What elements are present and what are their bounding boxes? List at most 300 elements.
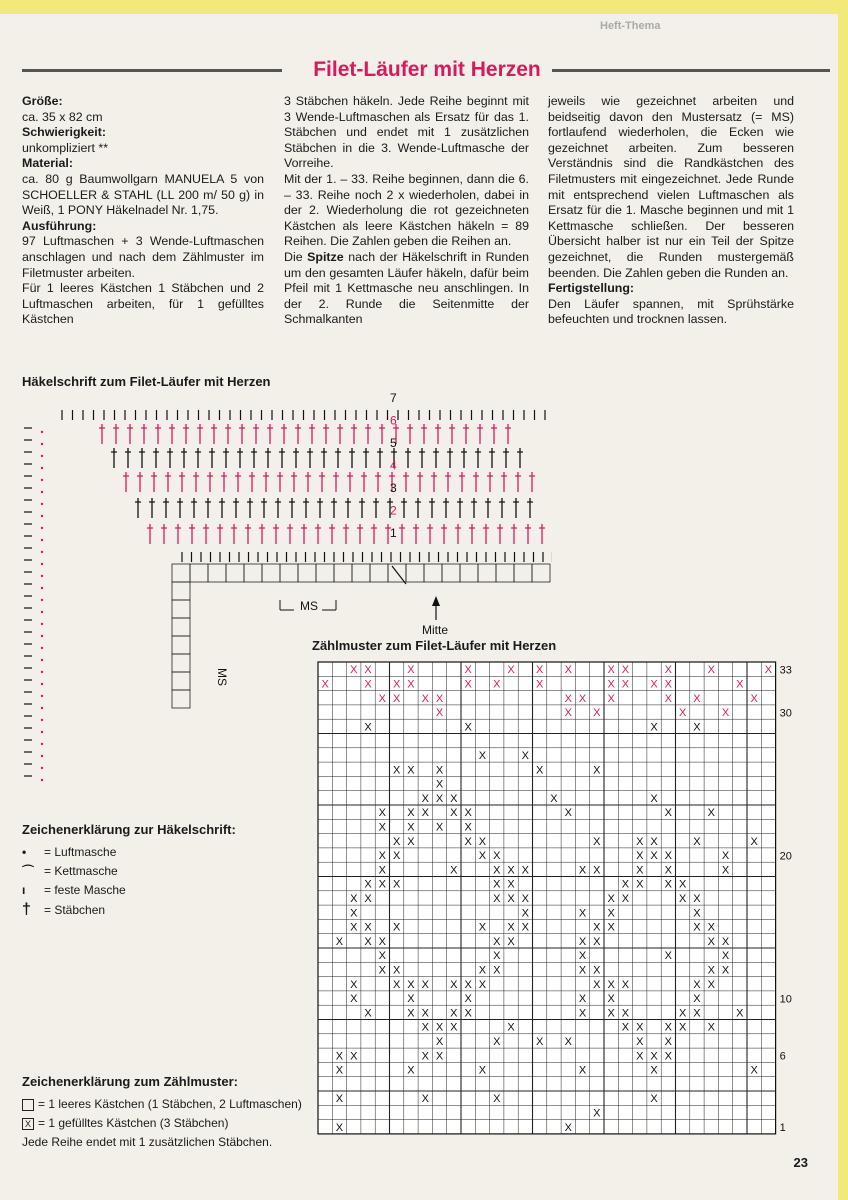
- grid-filled-cell: X: [564, 707, 572, 720]
- grid-filled-cell-red: X: [578, 692, 587, 705]
- grid-filled-cell: X: [535, 764, 544, 777]
- filet-square: [460, 564, 478, 582]
- grid-filled-cell-red: X: [607, 678, 615, 691]
- filet-square: [226, 564, 244, 582]
- grid-filled-cell: X: [593, 964, 601, 977]
- grid-filled-cell: X: [693, 721, 701, 734]
- grid-filled-cell-red: X: [621, 664, 630, 677]
- slip-stitch-symbol: ⌒: [22, 864, 35, 878]
- grid-filled-cell: X: [350, 892, 358, 905]
- chain-dot: [41, 527, 43, 529]
- grid-filled-cell: X: [464, 978, 472, 991]
- chain-dot: [41, 539, 43, 541]
- grid-filled-cell: X: [693, 1007, 701, 1020]
- grid-filled-cell: X: [378, 864, 387, 877]
- grid-filled-cell: X: [678, 1021, 687, 1034]
- material-heading: Material:: [22, 156, 73, 171]
- round-number: 2: [390, 503, 397, 518]
- grid-filled-cell: X: [636, 1021, 644, 1034]
- col2-paragraph-1: 3 Stäbchen häkeln. Jede Reihe beginnt mit 3 Wende-Luftmaschen als Ersatz für das 1. Stäbchen und endet mit 1 zusätzlichen Stäbchen in die 3. Wende-Luftmasche der Vorreihe.: [284, 94, 529, 171]
- grid-row-number: 20: [779, 850, 792, 863]
- grid-filled-cell: X: [350, 907, 358, 920]
- grid-filled-cell: X: [493, 864, 501, 877]
- grid-filled-cell: X: [650, 792, 658, 805]
- filet-square: [172, 690, 190, 708]
- filet-square: [370, 564, 388, 582]
- grid-filled-cell: X: [707, 935, 715, 948]
- grid-filled-cell: X: [464, 835, 472, 848]
- double-crochet-symbol: †: [22, 901, 31, 918]
- grid-filled-cell: X: [378, 821, 387, 834]
- grid-filled-cell: X: [664, 1021, 673, 1034]
- page-title: Filet-Läufer mit Herzen: [313, 58, 541, 81]
- round-number: 5: [390, 436, 397, 450]
- title-rule-left: [22, 69, 282, 72]
- chain-dot: [41, 659, 43, 661]
- grid-filled-cell: X: [478, 749, 487, 762]
- grid-filled-cell: X: [493, 935, 501, 948]
- grid-filled-cell: X: [721, 964, 730, 977]
- grid-filled-cell-red: X: [535, 678, 544, 691]
- grid-filled-cell: X: [392, 850, 401, 863]
- grid-filled-cell: X: [407, 821, 415, 834]
- grid-filled-cell: X: [507, 878, 515, 891]
- round-number: 1: [390, 526, 397, 540]
- chain-dot: [41, 563, 43, 565]
- size-value: ca. 35 x 82 cm: [22, 109, 103, 124]
- grid-filled-cell: X: [364, 921, 372, 934]
- grid-filled-cell-red: X: [392, 678, 401, 691]
- grid-filled-cell-red: X: [421, 692, 429, 705]
- grid-filled-cell-red: X: [736, 678, 744, 691]
- grid-filled-cell: X: [493, 878, 501, 891]
- grid-filled-cell: X: [678, 707, 687, 720]
- grid-filled-cell: X: [450, 1007, 458, 1020]
- filet-square: [496, 564, 514, 582]
- grid-filled-cell: X: [478, 835, 487, 848]
- chain-dot: [41, 575, 43, 577]
- grid-filled-cell: X: [593, 764, 601, 777]
- slip-stitch-label: = Kettmasche: [44, 864, 118, 878]
- grid-filled-cell: X: [636, 864, 644, 877]
- chain-dot: [41, 731, 43, 733]
- bleed-through-text: Heft-Thema: [600, 20, 661, 32]
- grid-filled-cell: X: [678, 1007, 687, 1020]
- grid-filled-cell: X: [350, 993, 358, 1006]
- finishing-heading: Fertigstellung:: [548, 281, 635, 296]
- filet-square: [406, 564, 424, 582]
- grid-filled-cell: X: [335, 1093, 344, 1106]
- top-color-strip: [0, 0, 848, 14]
- filet-square: [298, 564, 316, 582]
- grid-filled-cell: X: [450, 864, 458, 877]
- grid-filled-cell: X: [650, 1064, 658, 1077]
- grid-filled-cell: X: [521, 921, 530, 934]
- grid-filled-cell-red: X: [607, 692, 615, 705]
- grid-filled-cell-red: X: [407, 678, 415, 691]
- grid-filled-cell: X: [721, 935, 730, 948]
- chain-dot: [41, 599, 43, 601]
- grid-filled-cell: X: [593, 921, 601, 934]
- grid-filled-cell-red: X: [507, 664, 515, 677]
- grid-filled-cell: X: [664, 1035, 673, 1048]
- grid-filled-cell: X: [721, 707, 730, 720]
- grid-filled-cell: X: [421, 792, 429, 805]
- grid-filled-cell: X: [650, 850, 658, 863]
- grid-filled-cell: X: [464, 993, 472, 1006]
- grid-legend-heading: Zeichenerklärung zum Zählmuster:: [22, 1074, 238, 1089]
- grid-filled-cell: X: [593, 707, 601, 720]
- round-number: 7: [390, 391, 397, 405]
- chain-dot: [41, 455, 43, 457]
- grid-filled-cell-red: X: [407, 664, 415, 677]
- chain-dot: [41, 467, 43, 469]
- grid-filled-cell: X: [607, 993, 615, 1006]
- chain-dot: [41, 515, 43, 517]
- grid-filled-cell-red: X: [435, 692, 444, 705]
- grid-filled-cell: X: [664, 878, 673, 891]
- grid-filled-cell: X: [407, 764, 415, 777]
- chain-dot: [41, 635, 43, 637]
- legend-empty-box: [22, 1095, 322, 1114]
- grid-filled-cell: X: [435, 821, 444, 834]
- grid-filled-cell: X: [593, 935, 601, 948]
- grid-filled-cell: X: [678, 878, 687, 891]
- chain-dot: [41, 503, 43, 505]
- grid-filled-cell: X: [464, 721, 472, 734]
- grid-filled-cell-red: X: [464, 664, 472, 677]
- chain-symbol: •: [22, 845, 27, 859]
- grid-filled-cell: X: [392, 964, 401, 977]
- grid-filled-cell: X: [593, 1107, 601, 1120]
- grid-filled-cell-red: X: [664, 664, 673, 677]
- legend-item-sc: [22, 881, 236, 900]
- grid-filled-cell: X: [564, 807, 572, 820]
- grid-filled-cell: X: [421, 1007, 429, 1020]
- grid-filled-cell: X: [636, 878, 644, 891]
- grid-filled-cell: X: [664, 950, 673, 963]
- grid-filled-cell: X: [421, 1050, 429, 1063]
- grid-filled-cell: X: [493, 964, 501, 977]
- chain-label: = Luftmasche: [44, 845, 117, 859]
- grid-filled-cell-red: X: [364, 678, 372, 691]
- grid-filled-cell: X: [578, 1007, 587, 1020]
- grid-filled-cell-red: X: [493, 678, 501, 691]
- grid-filled-cell: X: [636, 1035, 644, 1048]
- grid-filled-cell: X: [450, 807, 458, 820]
- grid-filled-cell: X: [707, 964, 715, 977]
- round-number: 6: [390, 413, 397, 428]
- grid-filled-cell: X: [736, 1007, 744, 1020]
- grid-filled-cell: X: [707, 978, 715, 991]
- grid-filled-cell: X: [464, 1007, 472, 1020]
- grid-filled-cell: X: [435, 1021, 444, 1034]
- text-column-2: [284, 94, 529, 328]
- grid-filled-cell: X: [421, 1021, 429, 1034]
- grid-filled-cell: X: [621, 878, 630, 891]
- grid-filled-cell: X: [593, 978, 601, 991]
- grid-filled-cell-red: X: [350, 664, 358, 677]
- single-crochet-label: = feste Masche: [44, 883, 126, 897]
- grid-filled-cell: X: [435, 1035, 444, 1048]
- empty-box-symbol: [22, 1099, 34, 1111]
- grid-filled-cell: X: [364, 1007, 372, 1020]
- grid-filled-cell-red: X: [535, 664, 544, 677]
- title-rule-right: [552, 69, 830, 72]
- chain-dot: [41, 443, 43, 445]
- grid-filled-cell: X: [578, 907, 587, 920]
- grid-filled-cell-red: X: [607, 664, 615, 677]
- crochet-legend: [22, 820, 236, 920]
- ms-label-vertical: MS: [215, 668, 229, 686]
- grid-filled-cell: X: [450, 1021, 458, 1034]
- chain-dot: [41, 707, 43, 709]
- grid-filled-cell: X: [407, 807, 415, 820]
- grid-filled-cell: X: [493, 1093, 501, 1106]
- grid-filled-cell: X: [664, 807, 673, 820]
- filet-square: [316, 564, 334, 582]
- legend-filled-box: [22, 1114, 322, 1133]
- chain-dot: [41, 719, 43, 721]
- grid-row-number: 6: [779, 1050, 786, 1063]
- grid-filled-cell: X: [507, 864, 515, 877]
- grid-filled-cell: X: [693, 978, 701, 991]
- text-column-1: [22, 94, 264, 328]
- grid-filled-cell: X: [607, 921, 615, 934]
- filet-square: [334, 564, 352, 582]
- grid-filled-cell: X: [392, 921, 401, 934]
- grid-filled-cell: X: [750, 835, 758, 848]
- grid-filled-cell: X: [636, 850, 644, 863]
- grid-filled-cell-red: X: [764, 664, 773, 677]
- grid-filled-cell-red: X: [650, 678, 658, 691]
- grid-row-number: 30: [779, 707, 792, 720]
- grid-filled-cell: X: [707, 921, 715, 934]
- grid-filled-cell: X: [378, 935, 387, 948]
- title-row: [22, 58, 830, 88]
- grid-filled-cell: X: [335, 1064, 344, 1077]
- grid-filled-cell: X: [478, 921, 487, 934]
- legend-item-dc: [22, 900, 236, 920]
- grid-filled-cell: X: [421, 978, 429, 991]
- grid-filled-cell: X: [578, 964, 587, 977]
- grid-filled-cell: X: [621, 1007, 630, 1020]
- grid-filled-cell: X: [664, 864, 673, 877]
- grid-filled-cell: X: [493, 892, 501, 905]
- grid-filled-cell: X: [650, 721, 658, 734]
- col2-p3-end: nach der Häkelschrift in Runden um den gesamten Läufer häkeln, dafür beim Pfeil mit 1 Kettmasche neu anschlingen. In der 2. Runde die Seitenmitte der Schmalkanten: [284, 249, 529, 327]
- chain-dot: [41, 611, 43, 613]
- grid-filled-cell: X: [335, 1050, 344, 1063]
- size-heading: Größe:: [22, 94, 63, 108]
- grid-row-number: 10: [779, 993, 792, 1006]
- grid-filled-cell: X: [578, 1064, 587, 1077]
- filet-square: [172, 636, 190, 654]
- grid-filled-cell: X: [478, 964, 487, 977]
- grid-filled-cell: X: [578, 993, 587, 1006]
- grid-filled-cell: X: [693, 892, 701, 905]
- chain-dot: [41, 779, 43, 781]
- chain-dot: [41, 767, 43, 769]
- crochet-legend-heading: Zeichenerklärung zur Häkelschrift:: [22, 822, 236, 837]
- grid-filled-cell: X: [364, 892, 372, 905]
- filled-box-symbol: X: [22, 1118, 34, 1130]
- grid-filled-cell: X: [450, 978, 458, 991]
- grid-filled-cell: X: [378, 950, 387, 963]
- chain-dot: [41, 683, 43, 685]
- col2-p3-start: Die: [284, 249, 308, 264]
- chain-dot: [41, 647, 43, 649]
- grid-filled-cell: X: [521, 749, 530, 762]
- crochet-chart-heading: Häkelschrift zum Filet-Läufer mit Herzen: [22, 374, 271, 389]
- grid-filled-cell: X: [693, 993, 701, 1006]
- grid-filled-cell: X: [693, 907, 701, 920]
- grid-filled-cell: X: [464, 807, 472, 820]
- filet-square: [442, 564, 460, 582]
- legend-item-slip: [22, 862, 236, 881]
- grid-filled-cell: X: [478, 850, 487, 863]
- grid-filled-cell: X: [636, 835, 644, 848]
- filet-square: [280, 564, 298, 582]
- grid-filled-cell-red: X: [378, 692, 387, 705]
- grid-filled-cell: X: [750, 1064, 758, 1077]
- grid-filled-cell: X: [607, 1007, 615, 1020]
- filled-box-label: = 1 gefülltes Kästchen (3 Stäbchen): [38, 1116, 229, 1130]
- grid-filled-cell: X: [521, 892, 530, 905]
- grid-filled-cell: X: [578, 950, 587, 963]
- legend-item-chain: [22, 843, 236, 862]
- grid-filled-cell: X: [721, 864, 730, 877]
- execution-heading: Ausführung:: [22, 218, 97, 233]
- grid-filled-cell-red: X: [707, 664, 715, 677]
- grid-filled-cell: X: [450, 792, 458, 805]
- grid-legend: [22, 1072, 322, 1152]
- grid-chart: [312, 656, 812, 1156]
- grid-filled-cell: X: [435, 707, 444, 720]
- grid-filled-cell: X: [621, 1021, 630, 1034]
- filet-square: [172, 564, 190, 582]
- chain-dot: [41, 551, 43, 553]
- chain-dot: [41, 695, 43, 697]
- grid-filled-cell: X: [564, 1035, 572, 1048]
- filet-square: [172, 600, 190, 618]
- grid-filled-cell: X: [435, 778, 444, 791]
- single-crochet-symbol: ı: [22, 883, 26, 897]
- filet-square: [352, 564, 370, 582]
- grid-filled-cell: X: [593, 864, 601, 877]
- grid-filled-cell: X: [407, 1007, 415, 1020]
- grid-filled-cell-red: X: [364, 664, 372, 677]
- chain-dot: [41, 587, 43, 589]
- filet-square: [244, 564, 262, 582]
- text-column-3: [548, 94, 794, 328]
- difficulty-heading: Schwierigkeit:: [22, 125, 107, 140]
- grid-filled-cell: X: [678, 892, 687, 905]
- filet-square: [514, 564, 532, 582]
- grid-filled-cell-red: X: [664, 692, 673, 705]
- grid-filled-cell: X: [578, 864, 587, 877]
- mitte-arrowhead: [432, 596, 440, 606]
- grid-filled-cell: X: [507, 1021, 515, 1034]
- grid-filled-cell: X: [407, 993, 415, 1006]
- mitte-label: Mitte: [422, 623, 449, 637]
- grid-filled-cell: X: [407, 978, 415, 991]
- grid-filled-cell: X: [650, 1093, 658, 1106]
- material-text: ca. 80 g Baumwollgarn MANUELA 5 von SCHOELLER & STAHL (LL 200 m/ 50 g) in Weiß, 1 PONY Häkelnadel Nr. 1,75.: [22, 171, 264, 218]
- grid-filled-cell: X: [664, 850, 673, 863]
- grid-filled-cell: X: [521, 864, 530, 877]
- chain-dot: [41, 743, 43, 745]
- grid-filled-cell: X: [521, 907, 530, 920]
- grid-filled-cell: X: [636, 1050, 644, 1063]
- grid-filled-cell: X: [593, 835, 601, 848]
- filet-square: [208, 564, 226, 582]
- grid-filled-cell: X: [564, 1121, 572, 1134]
- grid-filled-cell: X: [621, 892, 630, 905]
- grid-filled-cell: X: [493, 1035, 501, 1048]
- grid-filled-cell: X: [578, 935, 587, 948]
- chain-dot: [41, 671, 43, 673]
- filet-square: [478, 564, 496, 582]
- chain-dot: [41, 431, 43, 433]
- grid-filled-cell: X: [507, 892, 515, 905]
- grid-filled-cell: X: [407, 1064, 415, 1077]
- grid-filled-cell: X: [378, 964, 387, 977]
- grid-filled-cell-red: X: [392, 692, 401, 705]
- grid-filled-cell: X: [392, 764, 401, 777]
- grid-filled-cell: X: [535, 1035, 544, 1048]
- grid-filled-cell: X: [693, 835, 701, 848]
- grid-filled-cell: X: [721, 850, 730, 863]
- grid-filled-cell: X: [493, 850, 501, 863]
- page-number: 23: [793, 1155, 808, 1170]
- grid-filled-cell: X: [364, 878, 372, 891]
- grid-filled-cell: X: [607, 907, 615, 920]
- grid-filled-cell: X: [650, 835, 658, 848]
- grid-row-number: 33: [779, 664, 792, 677]
- legend-note: Jede Reihe endet mit 1 zusätzlichen Stäbchen.: [22, 1135, 273, 1149]
- filet-square: [172, 618, 190, 636]
- grid-filled-cell-red: X: [750, 692, 758, 705]
- grid-filled-cell-red: X: [564, 692, 572, 705]
- round-number: 3: [390, 481, 397, 495]
- filet-square: [424, 564, 442, 582]
- round-number: 4: [390, 458, 397, 473]
- grid-filled-cell: X: [421, 807, 429, 820]
- filet-square: [262, 564, 280, 582]
- grid-filled-cell: X: [507, 935, 515, 948]
- grid-filled-cell: X: [707, 1021, 715, 1034]
- grid-filled-cell: X: [392, 878, 401, 891]
- grid-filled-cell: X: [650, 1050, 658, 1063]
- filet-square: [172, 672, 190, 690]
- grid-chart-heading: Zählmuster zum Filet-Läufer mit Herzen: [312, 638, 557, 653]
- filet-square: [172, 654, 190, 672]
- grid-filled-cell: X: [378, 878, 387, 891]
- finishing-text: Den Läufer spannen, mit Sprühstärke befeuchten und trocknen lassen.: [548, 296, 794, 327]
- grid-filled-cell: X: [707, 807, 715, 820]
- grid-filled-cell: X: [435, 1050, 444, 1063]
- col2-paragraph-3: [284, 250, 529, 328]
- chain-dot: [41, 479, 43, 481]
- grid-filled-cell: X: [664, 1050, 673, 1063]
- grid-row-number: 1: [779, 1122, 786, 1135]
- difficulty-value: unkompliziert **: [22, 140, 109, 155]
- grid-filled-cell: X: [407, 835, 415, 848]
- grid-filled-cell: X: [621, 978, 630, 991]
- grid-filled-cell-red: X: [464, 678, 472, 691]
- grid-filled-cell: X: [364, 935, 372, 948]
